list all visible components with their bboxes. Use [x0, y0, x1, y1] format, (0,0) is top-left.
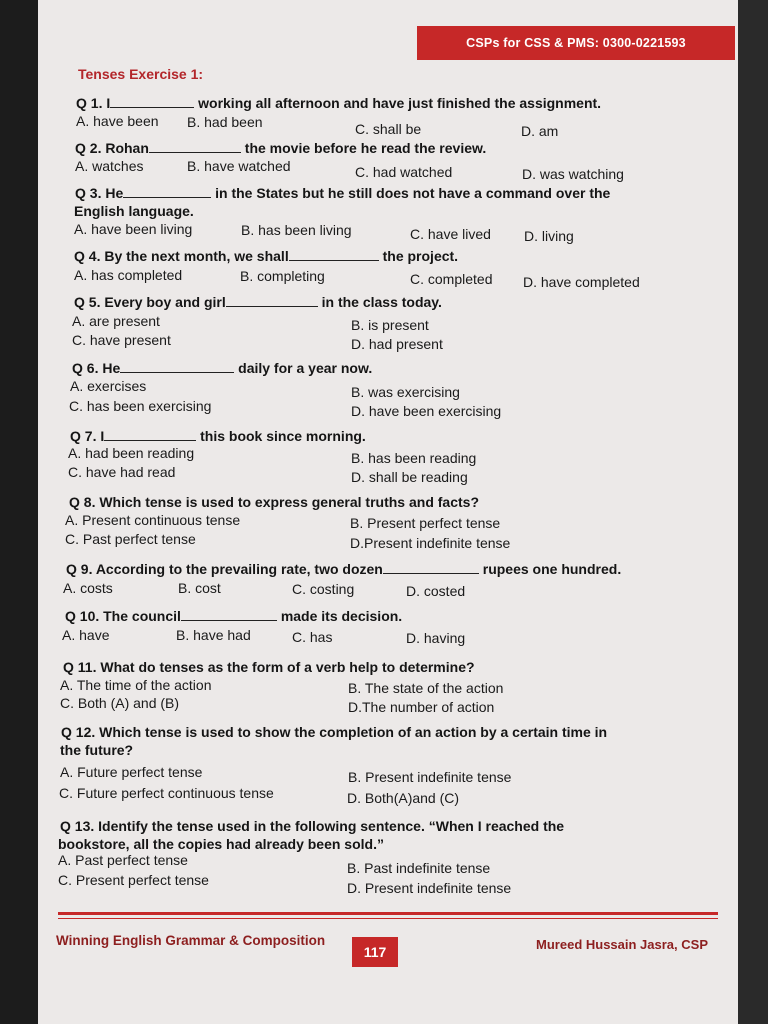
q13-option-c[interactable]: C. Present perfect tense: [58, 872, 209, 888]
question-13: Q 13. Identify the tense used in the following sentence. “When I reached the: [60, 818, 565, 834]
background-strip: [0, 0, 38, 1024]
question-3-cont: English language.: [74, 203, 194, 219]
q1-option-b[interactable]: B. had been: [187, 114, 263, 130]
footer-rule: [58, 912, 718, 915]
q2-option-a[interactable]: A. watches: [75, 158, 144, 174]
footer-author: Mureed Hussain Jasra, CSP: [536, 937, 708, 952]
q7-option-b[interactable]: B. has been reading: [351, 450, 477, 466]
q2-option-c[interactable]: C. had watched: [355, 164, 453, 180]
question-11: Q 11. What do tenses as the form of a verb help to determine?: [63, 659, 475, 675]
q11-option-d[interactable]: D.The number of action: [348, 699, 495, 715]
question-1: Q 1. I working all afternoon and have just finished the assignment.: [76, 95, 602, 111]
book-page: [38, 0, 738, 1024]
q8-option-a[interactable]: A. Present continuous tense: [65, 512, 241, 528]
q13-option-b[interactable]: B. Past indefinite tense: [347, 860, 491, 876]
q12-option-c[interactable]: C. Future perfect continuous tense: [59, 785, 274, 801]
footer-book-title: Winning English Grammar & Composition: [56, 933, 326, 948]
question-9: Q 9. According to the prevailing rate, two dozen rupees one hundred.: [66, 561, 622, 577]
q4-option-c[interactable]: C. completed: [410, 271, 493, 287]
q11-option-b[interactable]: B. The state of the action: [348, 680, 504, 696]
question-13-cont: bookstore, all the copies had already been sold.”: [58, 836, 384, 852]
question-7: Q 7. I this book since morning.: [70, 428, 366, 444]
q5-option-a[interactable]: A. are present: [72, 313, 160, 329]
question-2: Q 2. Rohan the movie before he read the review.: [75, 140, 487, 156]
q7-option-a[interactable]: A. had been reading: [68, 445, 195, 461]
q10-option-b[interactable]: B. have had: [176, 627, 251, 643]
q2-option-d[interactable]: D. was watching: [522, 166, 624, 182]
q1-option-d[interactable]: D. am: [521, 123, 559, 139]
q1-option-c[interactable]: C. shall be: [355, 121, 422, 137]
q3-option-b[interactable]: B. has been living: [241, 222, 352, 238]
question-8: Q 8. Which tense is used to express general truths and facts?: [69, 494, 479, 510]
q5-option-d[interactable]: D. had present: [351, 336, 443, 352]
page-number: 117: [352, 937, 398, 967]
q3-option-d[interactable]: D. living: [524, 228, 574, 244]
header-contact-banner: CSPs for CSS & PMS: 0300-0221593: [417, 26, 735, 60]
q6-option-d[interactable]: D. have been exercising: [351, 403, 502, 419]
q9-option-c[interactable]: C. costing: [292, 581, 355, 597]
q4-option-b[interactable]: B. completing: [240, 268, 325, 284]
q8-option-c[interactable]: C. Past perfect tense: [65, 531, 196, 547]
q9-option-a[interactable]: A. costs: [63, 580, 113, 596]
question-12-cont: the future?: [60, 742, 134, 758]
q7-option-c[interactable]: C. have had read: [68, 464, 176, 480]
q8-option-d[interactable]: D.Present indefinite tense: [350, 535, 511, 551]
q10-option-a[interactable]: A. have: [62, 627, 110, 643]
q3-option-c[interactable]: C. have lived: [410, 226, 491, 242]
question-6: Q 6. He daily for a year now.: [72, 360, 373, 376]
q1-option-a[interactable]: A. have been: [76, 113, 159, 129]
q9-option-b[interactable]: B. cost: [178, 580, 221, 596]
exercise-title: Tenses Exercise 1:: [78, 66, 204, 82]
q13-option-a[interactable]: A. Past perfect tense: [58, 852, 188, 868]
q12-option-b[interactable]: B. Present indefinite tense: [348, 769, 512, 785]
q10-option-d[interactable]: D. having: [406, 630, 466, 646]
q11-option-c[interactable]: C. Both (A) and (B): [60, 695, 180, 711]
question-12: Q 12. Which tense is used to show the completion of an action by a certain time in: [61, 724, 608, 740]
q13-option-d[interactable]: D. Present indefinite tense: [347, 880, 512, 896]
q2-option-b[interactable]: B. have watched: [187, 158, 291, 174]
question-10: Q 10. The council made its decision.: [65, 608, 403, 624]
q11-option-a[interactable]: A. The time of the action: [60, 677, 212, 693]
q4-option-a[interactable]: A. has completed: [74, 267, 183, 283]
question-5: Q 5. Every boy and girl in the class today.: [74, 294, 442, 310]
q5-option-b[interactable]: B. is present: [351, 317, 429, 333]
footer-rule-thin: [58, 918, 718, 919]
q4-option-d[interactable]: D. have completed: [523, 274, 640, 290]
q10-option-c[interactable]: C. has: [292, 629, 333, 645]
q5-option-c[interactable]: C. have present: [72, 332, 171, 348]
q3-option-a[interactable]: A. have been living: [74, 221, 193, 237]
question-3: Q 3. He in the States but he still does not have a command over the: [75, 185, 611, 201]
q6-option-c[interactable]: C. has been exercising: [69, 398, 212, 414]
question-4: Q 4. By the next month, we shall the project.: [74, 248, 459, 264]
q7-option-d[interactable]: D. shall be reading: [351, 469, 468, 485]
q8-option-b[interactable]: B. Present perfect tense: [350, 515, 501, 531]
q9-option-d[interactable]: D. costed: [406, 583, 466, 599]
q6-option-a[interactable]: A. exercises: [70, 378, 147, 394]
q12-option-d[interactable]: D. Both(A)and (C): [347, 790, 460, 806]
q6-option-b[interactable]: B. was exercising: [351, 384, 460, 400]
q12-option-a[interactable]: A. Future perfect tense: [60, 764, 203, 780]
